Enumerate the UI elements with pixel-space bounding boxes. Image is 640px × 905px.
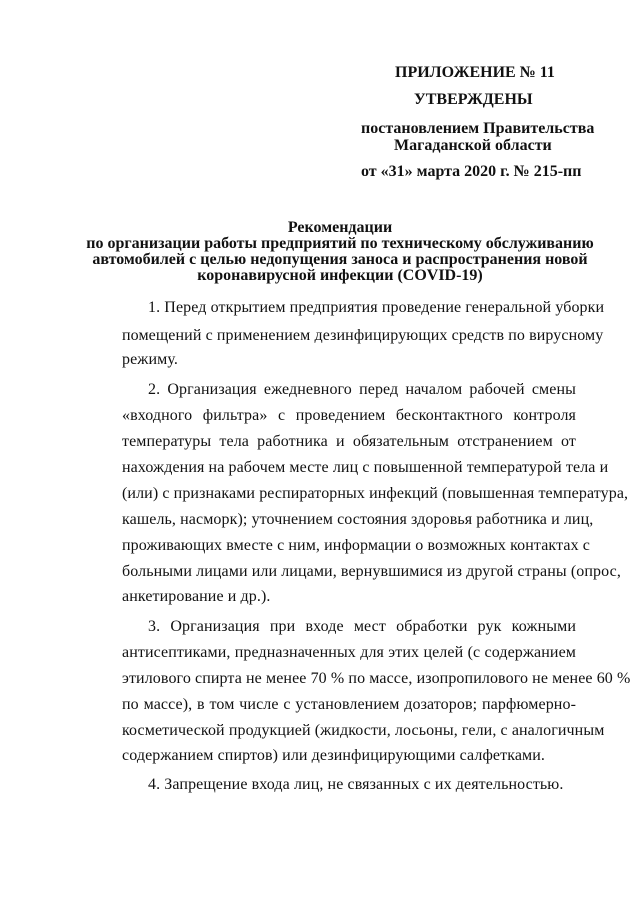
approved-by-line2: Магаданской области [394,137,552,154]
paragraph-2-line: 2. Организация ежедневного перед началом рабочей смены [148,381,576,398]
document-subtitle-line2: автомобилей с целью недопущения заноса и распространения новой [92,251,588,268]
paragraph-3-line: по массе), в том числе с установлением дозаторов; парфюмерно- [122,696,576,713]
paragraph-1-line: помещений с применением дезинфицирующих средств по вирусному [122,327,604,344]
document-title: Рекомендации [287,219,393,236]
resolution-date: от «31» марта 2020 г. № 215-пп [361,163,582,180]
document-subtitle-line3: коронавирусной инфекции (COVID-19) [197,267,483,284]
paragraph-3-line: содержанием спиртов) или дезинфицирующими салфетками. [122,747,546,764]
paragraph-1-line: 1. Перед открытием предприятия проведение генеральной уборки [148,299,605,316]
paragraph-1-line: режиму. [122,351,178,368]
paragraph-3-line: 3. Организация при входе мест обработки рук кожными [148,618,576,635]
paragraph-4-line: 4. Запрещение входа лиц, не связанных с их деятельностью. [148,776,564,793]
paragraph-2-line: проживающих вместе с ним, информации о возможных контактах с [122,537,590,554]
appendix-number: ПРИЛОЖЕНИЕ № 11 [395,64,555,81]
paragraph-2-line: температуры тела работника и обязательным отстранением от [122,433,576,450]
paragraph-3-line: этилового спирта не менее 70 % по массе, изопропилового не менее 60 % [122,670,631,687]
paragraph-2-line: «входного фильтра» с проведением бесконтактного контроля [122,407,576,424]
approved-by-line1: постановлением Правительства [361,120,595,137]
paragraph-2-line: кашель, насморк); уточнением состояния здоровья работника и лиц, [122,511,594,528]
paragraph-2-line: анкетирование и др.). [122,588,271,605]
paragraph-2-line: (или) с признаками респираторных инфекций (повышенная температура, [122,485,629,502]
approved-label: УТВЕРЖДЕНЫ [414,91,533,108]
paragraph-2-line: больными лицами или лицами, вернувшимися из другой страны (опрос, [122,563,621,580]
paragraph-2-line: нахождения на рабочем месте лиц с повышенной температурой тела и [122,459,609,476]
paragraph-3-line: косметической продукцией (жидкости, лосьоны, гели, с аналогичным [122,722,605,739]
paragraph-3-line: антисептиками, предназначенных для этих целей (с содержанием [122,644,576,661]
document-subtitle-line1: по организации работы предприятий по техническому обслуживанию [86,235,594,252]
